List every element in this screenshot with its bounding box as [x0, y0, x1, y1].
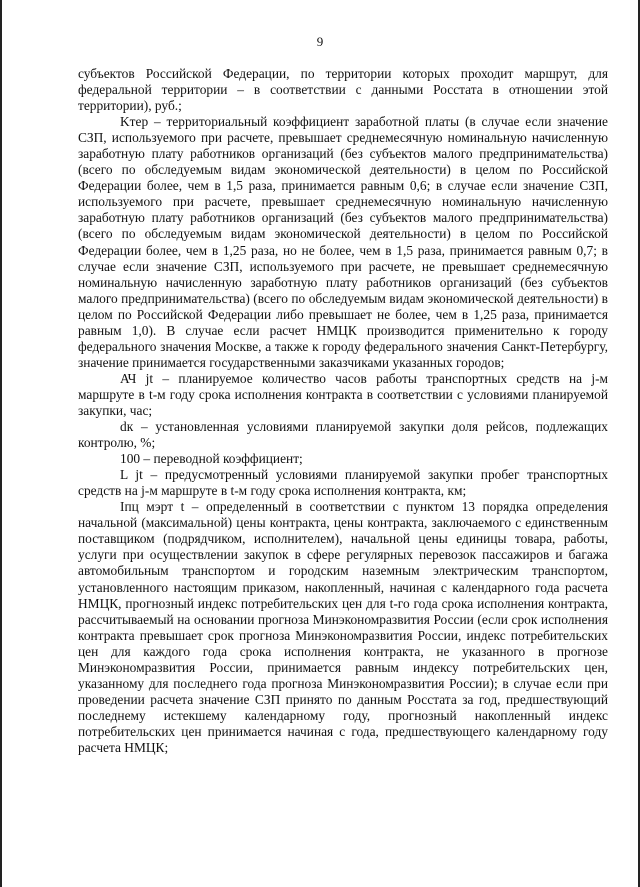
paragraph: 100 – переводной коэффициент; — [120, 451, 303, 467]
paragraph: Kтер – территориальный коэффициент заработной платы (в случае если значение СЗП, используемого при расчете, превышает среднемесячную номинальную начисленную заработную плату работников организаций (без субъектов малого предпринимательства) (всего по обследуемым видам экономической деятельности) в целом по Российской Федерации более, чем в 1,5 раза, принимается равным 0,6; в случае если значение СЗП, используемого при расчете, превышает среднемесячную номинальную начисленную заработную плату работников организаций (без субъектов малого предпринимательства) (всего по обследуемым видам экономической деятельности) в целом по Российской Федерации более, чем в 1,25 раза, но не более, чем в 1,5 раза, принимается равным 0,7; в случае если значение СЗП, используемого при расчете, не превышает среднемесячную номинальную начисленную заработную плату работников организаций (без субъектов малого предпринимательства) (всего по обследуемым видам экономической деятельности) в целом по Российской Федерации либо превышает не более, чем в 1,25 раза, принимается равным 1,0). В случае если расчет НМЦК производится применительно к городу федерального значения Москве, а также к городу федерального значения Санкт-Петербургу, значение принимается государственными заказчиками указанных городов; — [78, 114, 608, 370]
paragraph: Iпц мэрт t – определенный в соответствии с пунктом 13 порядка определения начальной (максимальной) цены контракта, цены контракта, заключаемого с единственным поставщиком (подрядчиком, исполнителем), начальной цены единицы товара, работы, услуги при осуществлении закупок в сфере регулярных перевозок пассажиров и багажа автомобильным транспортом и городским наземным электрическим транспортом, установленного настоящим приказом, накопленный, начиная с календарного года расчета НМЦК, прогнозный индекс потребительских цен для t-го года срока исполнения контракта, рассчитываемый на основании прогноза Минэкономразвития России (если срок исполнения контракта превышает срок прогноза Минэкономразвития России, индекс потребительских цен для каждого года срока исполнения контракта, не указанного в прогнозе Минэкономразвития России, принимается равным индексу потребительских цен, указанному для последнего года прогноза Минэкономразвития России); в случае если при проведении расчета значение СЗП принято по данным Росстата за год, предшествующий последнему истекшему календарному году, прогнозный накопленный индекс потребительских цен принимается начиная с года, предшествующего календарному году расчета НМЦК; — [78, 499, 608, 755]
paragraph: dк – установленная условиями планируемой закупки доля рейсов, подлежащих контролю, %; — [78, 419, 608, 451]
paragraph: АЧ jt – планируемое количество часов работы транспортных средств на j-м маршруте в t-м году срока исполнения контракта в соответствии с условиями планируемой закупки, час; — [78, 370, 608, 418]
scan-edge-left — [0, 0, 2, 887]
paragraph: субъектов Российской Федерации, по территории которых проходит маршрут, для федеральной территории – в соответствии с данными Росстата в отношении этой территории), руб.; — [78, 66, 608, 114]
paragraph: L jt – предусмотренный условиями планируемой закупки пробег транспортных средств на j-м маршруте в t-м году срока исполнения контракта, км; — [78, 467, 608, 499]
page-number: 9 — [316, 34, 324, 49]
body-text — [78, 66, 608, 756]
